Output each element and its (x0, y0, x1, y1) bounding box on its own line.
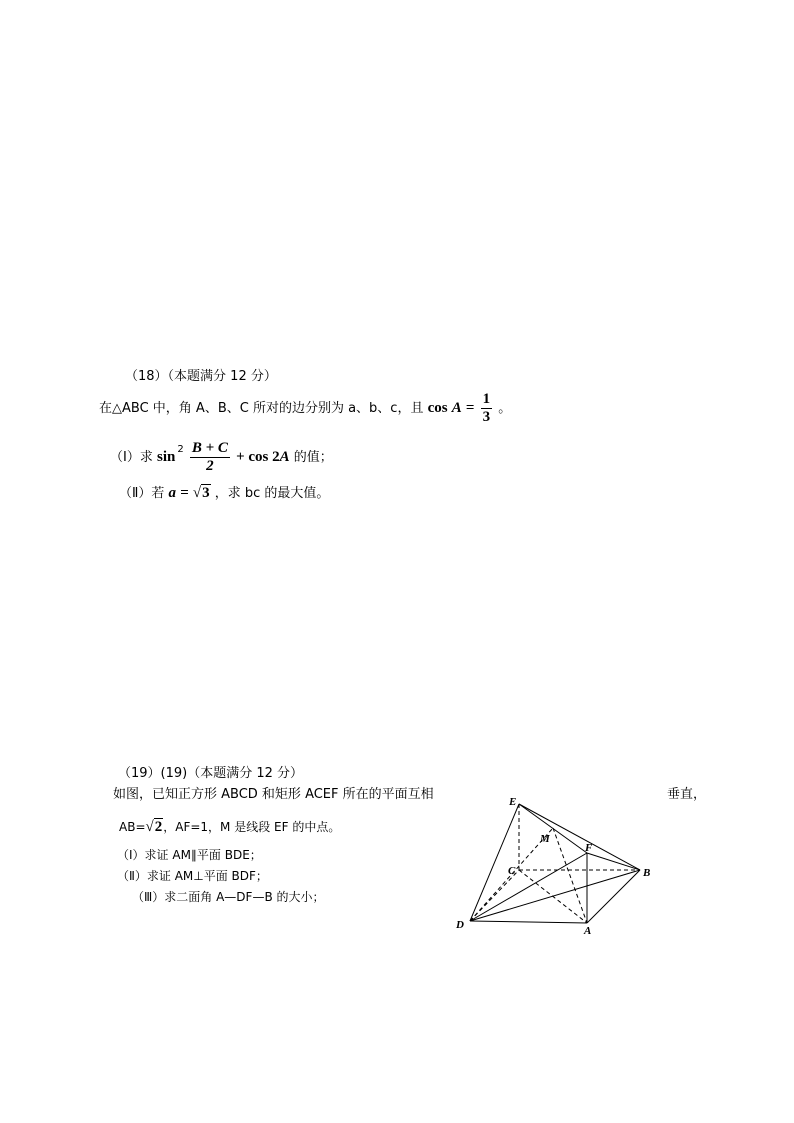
q18-cos: cos (427, 400, 448, 416)
q18-part2-label: （Ⅱ）若 (119, 486, 165, 501)
q18-fraction (481, 391, 493, 426)
q18-stem (99, 390, 511, 427)
q19-header: （19）(19)（本题满分 12 分） (118, 766, 304, 781)
q18-fraction-den: 3 (482, 409, 491, 425)
q19-stem-line1: 如图，已知正方形 ABCD 和矩形 ACEF 所在的平面互相 (113, 787, 434, 802)
q18-radicand: 3 (202, 485, 210, 501)
q19-radicand: 2 (154, 819, 163, 835)
edge-ED (470, 804, 519, 921)
q18-fraction-num: 1 (482, 391, 491, 407)
q18-header: （18）（本题满分 12 分） (125, 369, 277, 384)
q18-part1-fraction (190, 440, 230, 475)
q19-given-rest: ，AF=1，M 是线段 EF 的中点。 (163, 820, 341, 834)
q18-sqrt (193, 482, 211, 504)
edge-MA (553, 828, 587, 923)
radical-sign-icon: √ (145, 819, 154, 835)
label-A: A (584, 925, 592, 937)
edge-EB (519, 804, 640, 870)
q19-part3: （Ⅲ）求二面角 A—DF—B 的大小； (132, 890, 325, 904)
q18-part2-end: ，求 bc 的最大值。 (214, 486, 330, 501)
q18-sin: sin (156, 449, 176, 465)
q18-part2-var: a (168, 485, 177, 501)
q19-part1: （Ⅰ）求证 AM∥平面 BDE； (117, 848, 262, 862)
q19-part2: （Ⅱ）求证 AM⊥平面 BDF； (117, 869, 268, 883)
q18-part2-eq: = (180, 485, 189, 501)
q19-stem-line1-end: 垂直， (667, 787, 707, 802)
label-F: F (585, 842, 593, 854)
q18-part1-var: A (279, 449, 290, 465)
q18-part1-fraction-den: 2 (206, 458, 214, 474)
edge-DA (470, 921, 587, 923)
q19-sqrt (146, 816, 164, 838)
q18-part1-plus-cos: + cos 2 (236, 449, 280, 465)
q18-stem-end: 。 (498, 401, 512, 416)
q18-part1-end: 的值； (293, 450, 333, 465)
q18-part1 (110, 432, 333, 476)
q19-given (119, 816, 340, 838)
label-E: E (509, 796, 517, 808)
q18-stem-text: 在△ABC 中，角 A、B、C 所对的边分别为 a、b、c，且 (99, 401, 424, 416)
q18-part1-label: （Ⅰ）求 (110, 450, 153, 465)
edge-DF (470, 853, 587, 921)
label-C: C (508, 865, 516, 877)
q18-part1-fraction-num: B + C (191, 440, 228, 456)
q19-given-ab: AB= (119, 820, 146, 834)
geometry-figure (440, 790, 670, 940)
q18-part2 (119, 482, 329, 505)
radical-sign-icon: √ (192, 485, 202, 501)
q18-eq: = (465, 400, 475, 416)
label-D: D (456, 919, 464, 931)
q18-sin-exp: 2 (177, 444, 184, 455)
edge-CA (519, 870, 587, 923)
label-M: M (540, 833, 550, 845)
label-B: B (643, 867, 651, 879)
q18-var-a: A (451, 400, 462, 416)
